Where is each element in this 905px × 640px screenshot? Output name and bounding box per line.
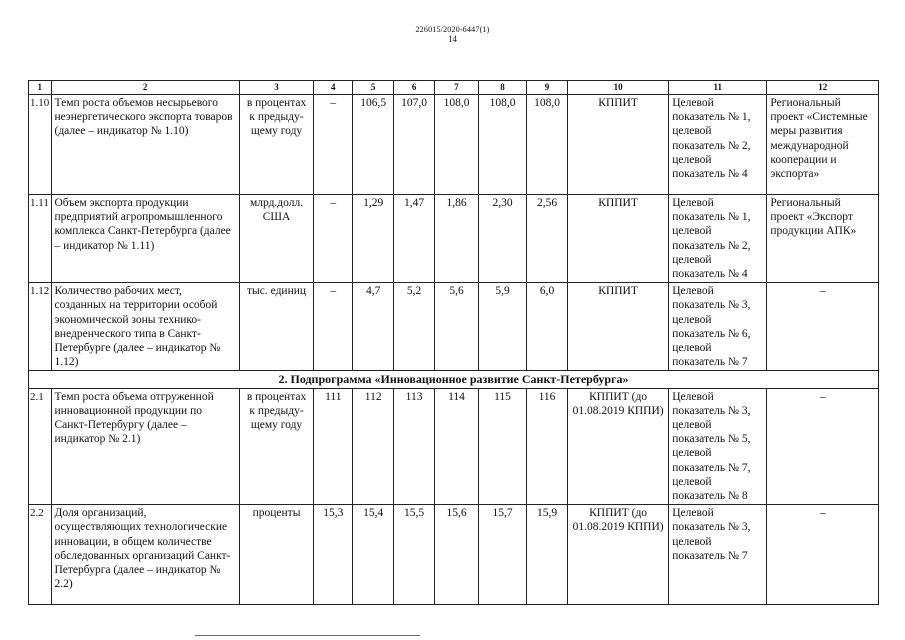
value-cell: 108,0	[435, 95, 479, 195]
value-cell: 2,30	[479, 195, 527, 283]
target-indicators-cell: Целевой показатель № 1, целевой показатель № 2, целевой показатель № 4	[669, 95, 767, 195]
value-cell: 15,3	[314, 505, 353, 605]
table-row	[29, 195, 879, 283]
regional-project-cell: Региональный проект «Экспорт продукции АПК»	[767, 195, 879, 283]
column-number: 9	[527, 81, 568, 95]
value-cell: 111	[314, 388, 353, 505]
value-cell: 112	[353, 388, 394, 505]
page-number: 14	[448, 34, 457, 44]
value-cell: 116	[527, 388, 568, 505]
value-cell: 2,56	[527, 195, 568, 283]
responsible-cell: КППИТ	[567, 283, 668, 371]
section-header-row	[29, 371, 879, 388]
value-cell: 4,7	[353, 283, 394, 371]
value-cell: 5,6	[435, 283, 479, 371]
column-number: 6	[394, 81, 435, 95]
table-row	[29, 95, 879, 195]
unit-cell: в процентах к предыду-щему году	[239, 95, 314, 195]
value-cell: –	[314, 195, 353, 283]
value-cell: 1,29	[353, 195, 394, 283]
value-cell: 15,5	[394, 505, 435, 605]
footer-divider	[195, 635, 420, 636]
target-indicators-cell: Целевой показатель № 3, целевой показатель № 7	[669, 505, 767, 605]
table-row	[29, 283, 879, 371]
value-cell: 15,6	[435, 505, 479, 605]
document-id: 226015/2020-6447(1)	[415, 25, 490, 34]
column-number: 8	[479, 81, 527, 95]
value-cell: 6,0	[527, 283, 568, 371]
indicators-table	[28, 80, 879, 605]
value-cell: –	[314, 95, 353, 195]
row-number: 1.10	[29, 95, 52, 195]
target-indicators-cell: Целевой показатель № 1, целевой показатель № 2, целевой показатель № 4	[669, 195, 767, 283]
unit-cell: млрд.долл. США	[239, 195, 314, 283]
value-cell: 115	[479, 388, 527, 505]
value-cell: 5,2	[394, 283, 435, 371]
value-cell: 108,0	[527, 95, 568, 195]
value-cell: 15,9	[527, 505, 568, 605]
responsible-cell: КППИТ	[567, 195, 668, 283]
column-number: 7	[435, 81, 479, 95]
row-number: 1.12	[29, 283, 52, 371]
table-row	[29, 505, 879, 605]
responsible-cell: КППИТ	[567, 95, 668, 195]
indicator-name: Темп роста объемов несырьевого неэнергетического экспорта товаров (далее – индикатор № 1.10)	[51, 95, 239, 195]
column-number: 10	[567, 81, 668, 95]
value-cell: 107,0	[394, 95, 435, 195]
target-indicators-cell: Целевой показатель № 3, целевой показатель № 5, целевой показатель № 7, целевой показатель № 8	[669, 388, 767, 505]
table-row	[29, 388, 879, 505]
regional-project-cell: Региональный проект «Системные меры развития международной кооперации и экспорта»	[767, 95, 879, 195]
unit-cell: тыс. единиц	[239, 283, 314, 371]
column-number-row	[29, 81, 879, 95]
regional-project-cell: –	[767, 505, 879, 605]
column-number: 11	[669, 81, 767, 95]
regional-project-cell: –	[767, 388, 879, 505]
column-number: 3	[239, 81, 314, 95]
value-cell: –	[314, 283, 353, 371]
value-cell: 1,47	[394, 195, 435, 283]
indicator-name: Объем экспорта продукции предприятий агропромышленного комплекса Санкт-Петербурга (далее – индикатор № 1.11)	[51, 195, 239, 283]
row-number: 1.11	[29, 195, 52, 283]
indicator-name: Количество рабочих мест, созданных на территории особой экономической зоны технико-внедренческого типа в Санкт-Петербурге (далее – индикатор № 1.12)	[51, 283, 239, 371]
section-title: 2. Подпрограмма «Инновационное развитие Санкт-Петербурга»	[29, 371, 879, 388]
value-cell: 114	[435, 388, 479, 505]
regional-project-cell: –	[767, 283, 879, 371]
unit-cell: проценты	[239, 505, 314, 605]
column-number: 5	[353, 81, 394, 95]
row-number: 2.2	[29, 505, 52, 605]
value-cell: 106,5	[353, 95, 394, 195]
target-indicators-cell: Целевой показатель № 3, целевой показатель № 6, целевой показатель № 7	[669, 283, 767, 371]
value-cell: 108,0	[479, 95, 527, 195]
value-cell: 113	[394, 388, 435, 505]
responsible-cell: КППИТ (до 01.08.2019 КППИ)	[567, 388, 668, 505]
unit-cell: в процентах к предыду-щему году	[239, 388, 314, 505]
column-number: 1	[29, 81, 52, 95]
column-number: 12	[767, 81, 879, 95]
value-cell: 15,4	[353, 505, 394, 605]
responsible-cell: КППИТ (до 01.08.2019 КППИ)	[567, 505, 668, 605]
row-number: 2.1	[29, 388, 52, 505]
value-cell: 1,86	[435, 195, 479, 283]
indicator-name: Доля организаций, осуществляющих технологические инновации, в общем количестве обследованных организаций Санкт-Петербурга (далее – индикатор № 2.2)	[51, 505, 239, 605]
value-cell: 15,7	[479, 505, 527, 605]
value-cell: 5,9	[479, 283, 527, 371]
indicator-name: Темп роста объема отгруженной инновационной продукции по Санкт-Петербургу (далее – индикатор № 2.1)	[51, 388, 239, 505]
column-number: 4	[314, 81, 353, 95]
column-number: 2	[51, 81, 239, 95]
